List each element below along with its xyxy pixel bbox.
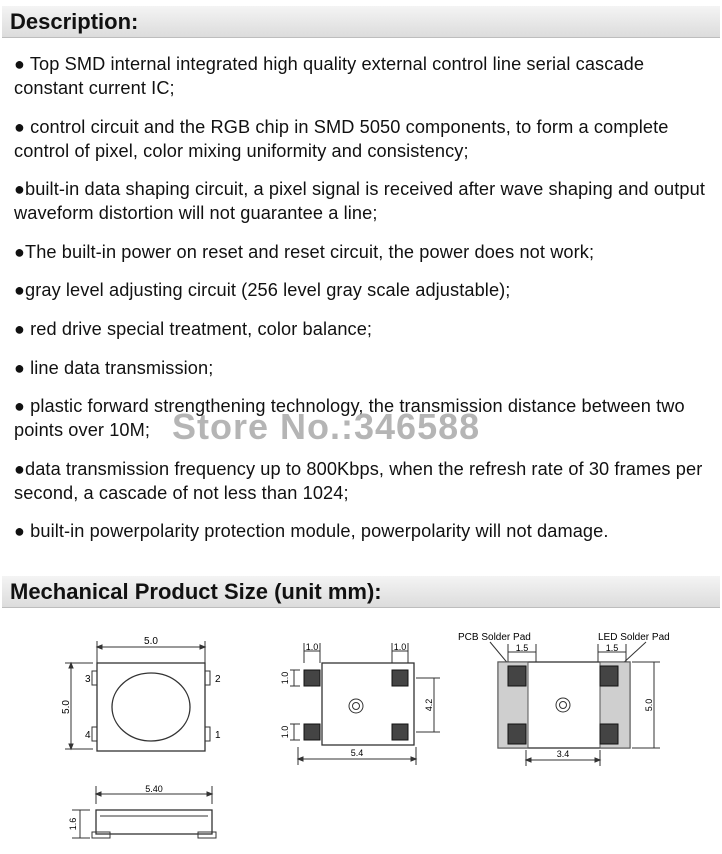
bullet-icon: ● (14, 280, 25, 301)
pad-span-label: 4.2 (424, 698, 434, 712)
side-view-diagram (60, 782, 230, 852)
list-item: ●The built-in power on reset and reset circuit, the power does not work; (14, 241, 595, 262)
list-item: ● line data transmission; (14, 357, 214, 378)
list-item: ●data transmission frequency up to 800Kbps, when the refresh rate of 30 frames per second, a cascade of not less than 1024; (14, 458, 703, 503)
bullet-icon: ● (14, 116, 25, 137)
width-label: 5.0 (144, 636, 158, 647)
pin-label: 4 (85, 730, 91, 741)
height-label: 5.0 (644, 698, 654, 712)
list-item: ● Top SMD internal integrated high quality external control line serial cascade constant current IC; (14, 54, 645, 98)
description-heading: Description: (2, 6, 720, 38)
list-item: ● red drive special treatment, color balance; (14, 318, 373, 339)
pad-width-label: 1.0 (305, 642, 319, 652)
store-watermark: Store No.:346588 (172, 406, 481, 447)
bullet-icon: ● (14, 54, 25, 74)
bullet-icon: ● (14, 179, 25, 200)
description-list (14, 52, 714, 558)
bullet-icon: ● (14, 521, 25, 542)
bullet-icon: ● (14, 241, 25, 262)
list-item: ●gray level adjusting circuit (256 level gray scale adjustable); (14, 280, 511, 301)
led-pad-label: LED Solder Pad (598, 632, 670, 643)
total-width-label: 5.4 (350, 748, 364, 758)
pcb-pad-label: PCB Solder Pad (458, 632, 531, 643)
bullet-icon: ● (14, 318, 25, 339)
pad-layout-diagram (270, 635, 445, 770)
bullet-icon: ● (14, 458, 25, 479)
bullet-icon: ● (14, 357, 25, 378)
gap-label: 3.4 (556, 749, 570, 759)
list-item: ●built-in data shaping circuit, a pixel signal is received after wave shaping and output waveform distortion will not guarantee a line; (14, 179, 705, 224)
list-item: ● built-in powerpolarity protection module, powerpolarity will not damage. (14, 521, 609, 542)
pin-label: 2 (215, 674, 221, 685)
pin-label: 3 (85, 674, 91, 685)
side-width-label: 5.40 (145, 784, 163, 794)
height-label: 5.0 (61, 700, 72, 714)
top-view-diagram (55, 635, 235, 760)
pad-height-label: 1.0 (280, 725, 290, 739)
pad-width-label: 1.0 (393, 642, 407, 652)
side-height-label: 1.6 (68, 817, 78, 831)
solder-pad-diagram (450, 628, 700, 768)
pin-label: 1 (215, 730, 221, 741)
pad-width-label: 1.5 (515, 643, 529, 653)
bullet-icon: ● (14, 396, 25, 417)
mechanical-heading: Mechanical Product Size (unit mm): (2, 576, 720, 608)
list-item: ● plastic forward strengthening technology, the transmission distance between two points over 10M; (14, 396, 685, 441)
pad-width-label: 1.5 (605, 643, 619, 653)
pad-height-label: 1.0 (280, 671, 290, 685)
list-item: ● control circuit and the RGB chip in SMD 5050 components, to form a complete control of pixel, color mixing uniformity and consistency; (14, 116, 669, 161)
